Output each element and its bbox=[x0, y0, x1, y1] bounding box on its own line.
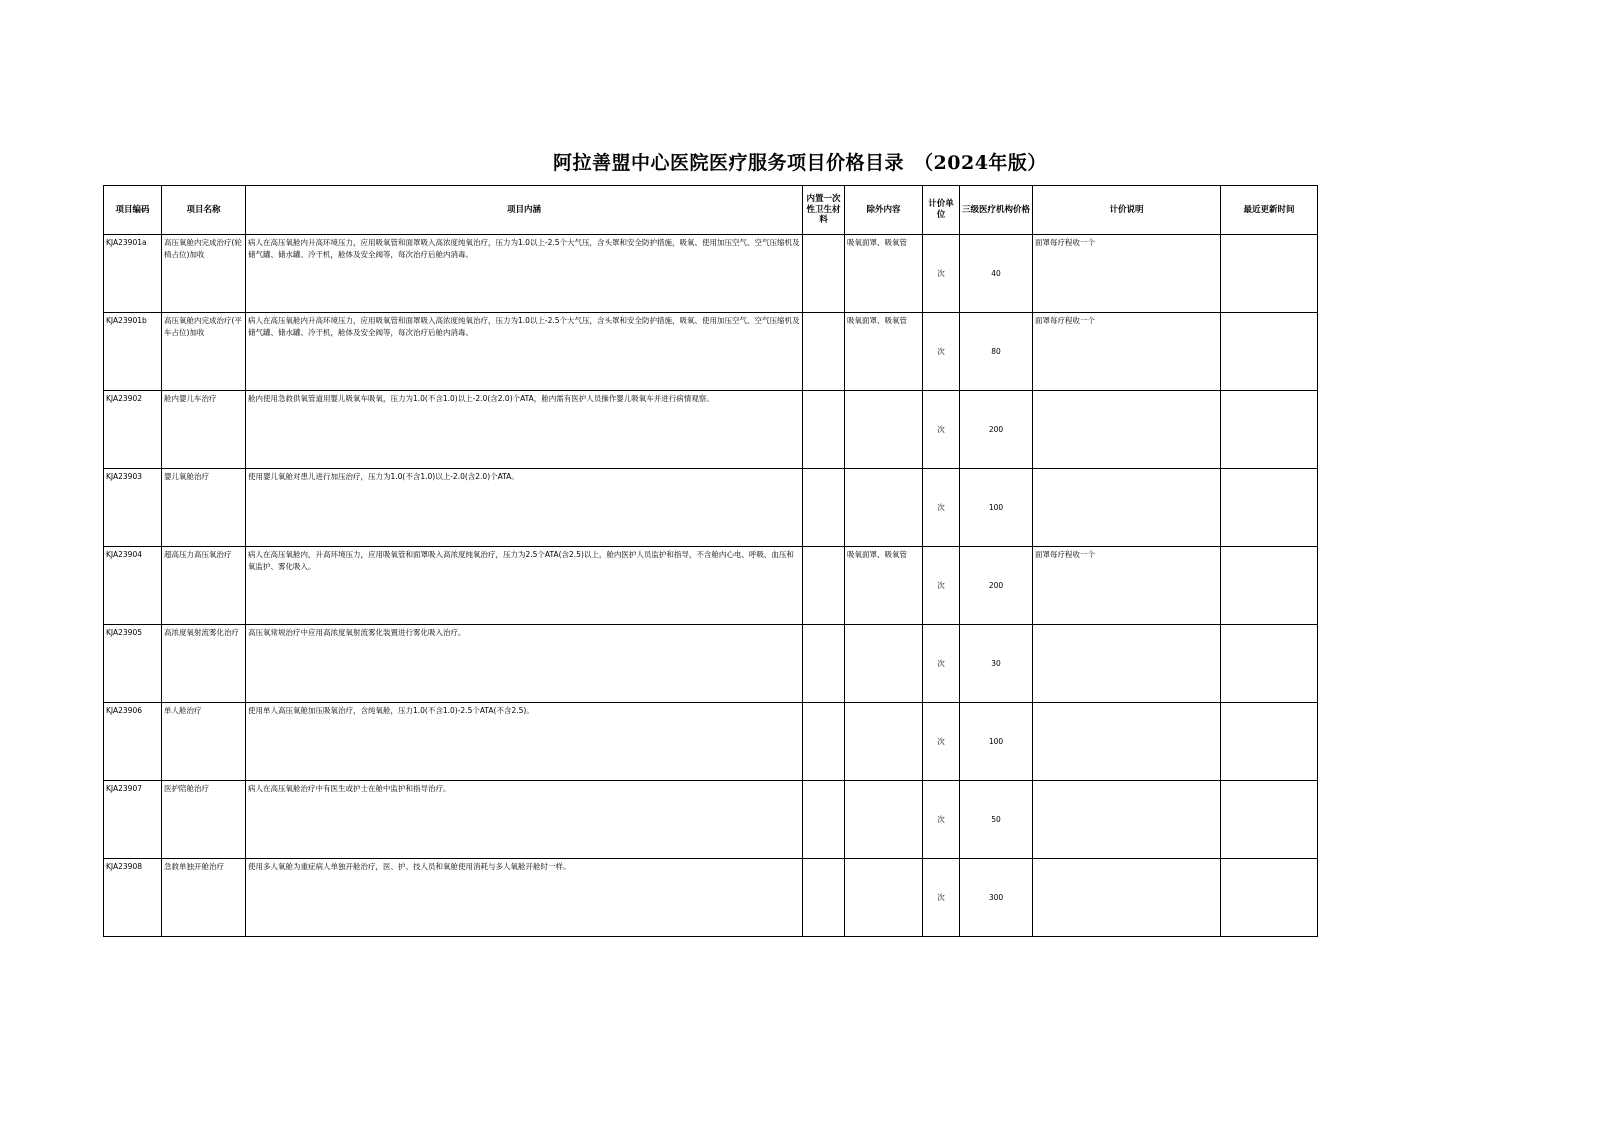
last-updated-cell bbox=[1221, 469, 1318, 547]
item-code-cell: KJA23908 bbox=[104, 859, 162, 937]
item-name-cell: 超高压力高压氧治疗 bbox=[162, 547, 246, 625]
pricing-unit-cell: 次 bbox=[923, 469, 960, 547]
pricing-unit-cell: 次 bbox=[923, 781, 960, 859]
pricing-note-cell bbox=[1033, 781, 1221, 859]
column-header-unit: 计价单位 bbox=[923, 186, 960, 235]
item-content-cell: 病人在高压氧舱内，升高环境压力，应用吸氧管和面罩吸入高浓度纯氧治疗，压力为2.5个ATA(含2.5)以上，舱内医护人员监护和指导，不含舱内心电、呼吸、血压和氧监护、雾化吸入。 bbox=[246, 547, 803, 625]
material-cell bbox=[803, 859, 845, 937]
price-cell: 100 bbox=[960, 703, 1033, 781]
item-name-cell: 单人舱治疗 bbox=[162, 703, 246, 781]
excluded-content-cell: 吸氧面罩、吸氧管 bbox=[845, 547, 923, 625]
last-updated-cell bbox=[1221, 781, 1318, 859]
column-header-excluded: 除外内容 bbox=[845, 186, 923, 235]
price-cell: 30 bbox=[960, 625, 1033, 703]
last-updated-cell bbox=[1221, 235, 1318, 313]
table-row bbox=[104, 703, 1318, 781]
table-row bbox=[104, 469, 1318, 547]
table-row bbox=[104, 313, 1318, 391]
last-updated-cell bbox=[1221, 547, 1318, 625]
item-content-cell: 使用多人氧舱为重症病人单独开舱治疗，医、护、技人员和氧舱使用消耗与多人氧舱开舱时一样。 bbox=[246, 859, 803, 937]
pricing-note-cell bbox=[1033, 859, 1221, 937]
item-code-cell: KJA23906 bbox=[104, 703, 162, 781]
pricing-unit-cell: 次 bbox=[923, 703, 960, 781]
price-cell: 100 bbox=[960, 469, 1033, 547]
pricing-unit-cell: 次 bbox=[923, 391, 960, 469]
column-header-price: 三级医疗机构价格 bbox=[960, 186, 1033, 235]
price-cell: 200 bbox=[960, 391, 1033, 469]
table-header-row bbox=[104, 186, 1318, 235]
price-cell: 50 bbox=[960, 781, 1033, 859]
pricing-unit-cell: 次 bbox=[923, 235, 960, 313]
column-header-code: 项目编码 bbox=[104, 186, 162, 235]
column-header-updated: 最近更新时间 bbox=[1221, 186, 1318, 235]
excluded-content-cell bbox=[845, 625, 923, 703]
pricing-note-cell bbox=[1033, 391, 1221, 469]
table-row bbox=[104, 781, 1318, 859]
item-name-cell: 急救单独开舱治疗 bbox=[162, 859, 246, 937]
item-content-cell: 舱内使用急救供氧管道用婴儿吸氧车吸氧，压力为1.0(不含1.0)以上-2.0(含2.0)个ATA，舱内需有医护人员操作婴儿吸氧车并进行病情观察。 bbox=[246, 391, 803, 469]
item-code-cell: KJA23901a bbox=[104, 235, 162, 313]
price-cell: 80 bbox=[960, 313, 1033, 391]
last-updated-cell bbox=[1221, 625, 1318, 703]
item-name-cell: 婴儿氧舱治疗 bbox=[162, 469, 246, 547]
table-body bbox=[104, 235, 1318, 937]
excluded-content-cell bbox=[845, 391, 923, 469]
material-cell bbox=[803, 781, 845, 859]
item-content-cell: 病人在高压氧舱内升高环境压力，应用吸氧管和面罩吸入高浓度纯氧治疗，压力为1.0以上-2.5个大气压，含头罩和安全防护措施，吸氧、使用加压空气、空气压缩机及储气罐、储水罐、冷干机，舱体及安全阀等，每次治疗后舱内消毒。 bbox=[246, 235, 803, 313]
item-content-cell: 使用婴儿氧舱对患儿进行加压治疗，压力为1.0(不含1.0)以上-2.0(含2.0)个ATA。 bbox=[246, 469, 803, 547]
material-cell bbox=[803, 547, 845, 625]
pricing-unit-cell: 次 bbox=[923, 547, 960, 625]
table-row bbox=[104, 235, 1318, 313]
excluded-content-cell bbox=[845, 859, 923, 937]
item-code-cell: KJA23901b bbox=[104, 313, 162, 391]
pricing-note-cell bbox=[1033, 469, 1221, 547]
pricing-note-cell bbox=[1033, 703, 1221, 781]
excluded-content-cell bbox=[845, 703, 923, 781]
last-updated-cell bbox=[1221, 391, 1318, 469]
column-header-material: 内置一次性卫生材料 bbox=[803, 186, 845, 235]
pricing-note-cell: 面罩每疗程收一个 bbox=[1033, 235, 1221, 313]
price-cell: 300 bbox=[960, 859, 1033, 937]
price-catalog-table bbox=[103, 185, 1318, 937]
table-row bbox=[104, 547, 1318, 625]
item-name-cell: 高压氧舱内完成治疗(平车占位)加收 bbox=[162, 313, 246, 391]
table-row bbox=[104, 625, 1318, 703]
excluded-content-cell: 吸氧面罩、吸氧管 bbox=[845, 313, 923, 391]
table-row bbox=[104, 391, 1318, 469]
pricing-note-cell: 面罩每疗程收一个 bbox=[1033, 547, 1221, 625]
price-cell: 40 bbox=[960, 235, 1033, 313]
pricing-unit-cell: 次 bbox=[923, 625, 960, 703]
item-code-cell: KJA23907 bbox=[104, 781, 162, 859]
item-content-cell: 使用单人高压氧舱加压吸氧治疗，含纯氧舱，压力1.0(不含1.0)-2.5个ATA(不含2.5)。 bbox=[246, 703, 803, 781]
item-name-cell: 舱内婴儿车治疗 bbox=[162, 391, 246, 469]
excluded-content-cell: 吸氧面罩、吸氧管 bbox=[845, 235, 923, 313]
excluded-content-cell bbox=[845, 469, 923, 547]
item-content-cell: 病人在高压氧舱内升高环境压力，应用吸氧管和面罩吸入高浓度纯氧治疗，压力为1.0以上-2.5个大气压，含头罩和安全防护措施，吸氧、使用加压空气、空气压缩机及储气罐、储水罐、冷干机，舱体及安全阀等，每次治疗后舱内消毒。 bbox=[246, 313, 803, 391]
item-code-cell: KJA23903 bbox=[104, 469, 162, 547]
document-title: 阿拉善盟中心医院医疗服务项目价格目录 （2024年版） bbox=[553, 152, 1047, 174]
material-cell bbox=[803, 313, 845, 391]
table-row bbox=[104, 859, 1318, 937]
column-header-name: 项目名称 bbox=[162, 186, 246, 235]
pricing-unit-cell: 次 bbox=[923, 859, 960, 937]
column-header-note: 计价说明 bbox=[1033, 186, 1221, 235]
item-code-cell: KJA23902 bbox=[104, 391, 162, 469]
last-updated-cell bbox=[1221, 313, 1318, 391]
price-cell: 200 bbox=[960, 547, 1033, 625]
material-cell bbox=[803, 469, 845, 547]
item-code-cell: KJA23904 bbox=[104, 547, 162, 625]
last-updated-cell bbox=[1221, 859, 1318, 937]
material-cell bbox=[803, 703, 845, 781]
item-name-cell: 高压氧舱内完成治疗(轮椅占位)加收 bbox=[162, 235, 246, 313]
excluded-content-cell bbox=[845, 781, 923, 859]
item-code-cell: KJA23905 bbox=[104, 625, 162, 703]
item-name-cell: 医护陪舱治疗 bbox=[162, 781, 246, 859]
pricing-unit-cell: 次 bbox=[923, 313, 960, 391]
material-cell bbox=[803, 235, 845, 313]
last-updated-cell bbox=[1221, 703, 1318, 781]
pricing-note-cell bbox=[1033, 625, 1221, 703]
item-content-cell: 病人在高压氧舱治疗中有医生或护士在舱中监护和指导治疗。 bbox=[246, 781, 803, 859]
material-cell bbox=[803, 391, 845, 469]
item-content-cell: 高压氧常规治疗中应用高浓度氧射流雾化装置进行雾化吸入治疗。 bbox=[246, 625, 803, 703]
material-cell bbox=[803, 625, 845, 703]
item-name-cell: 高浓度氧射流雾化治疗 bbox=[162, 625, 246, 703]
column-header-content: 项目内涵 bbox=[246, 186, 803, 235]
pricing-note-cell: 面罩每疗程收一个 bbox=[1033, 313, 1221, 391]
